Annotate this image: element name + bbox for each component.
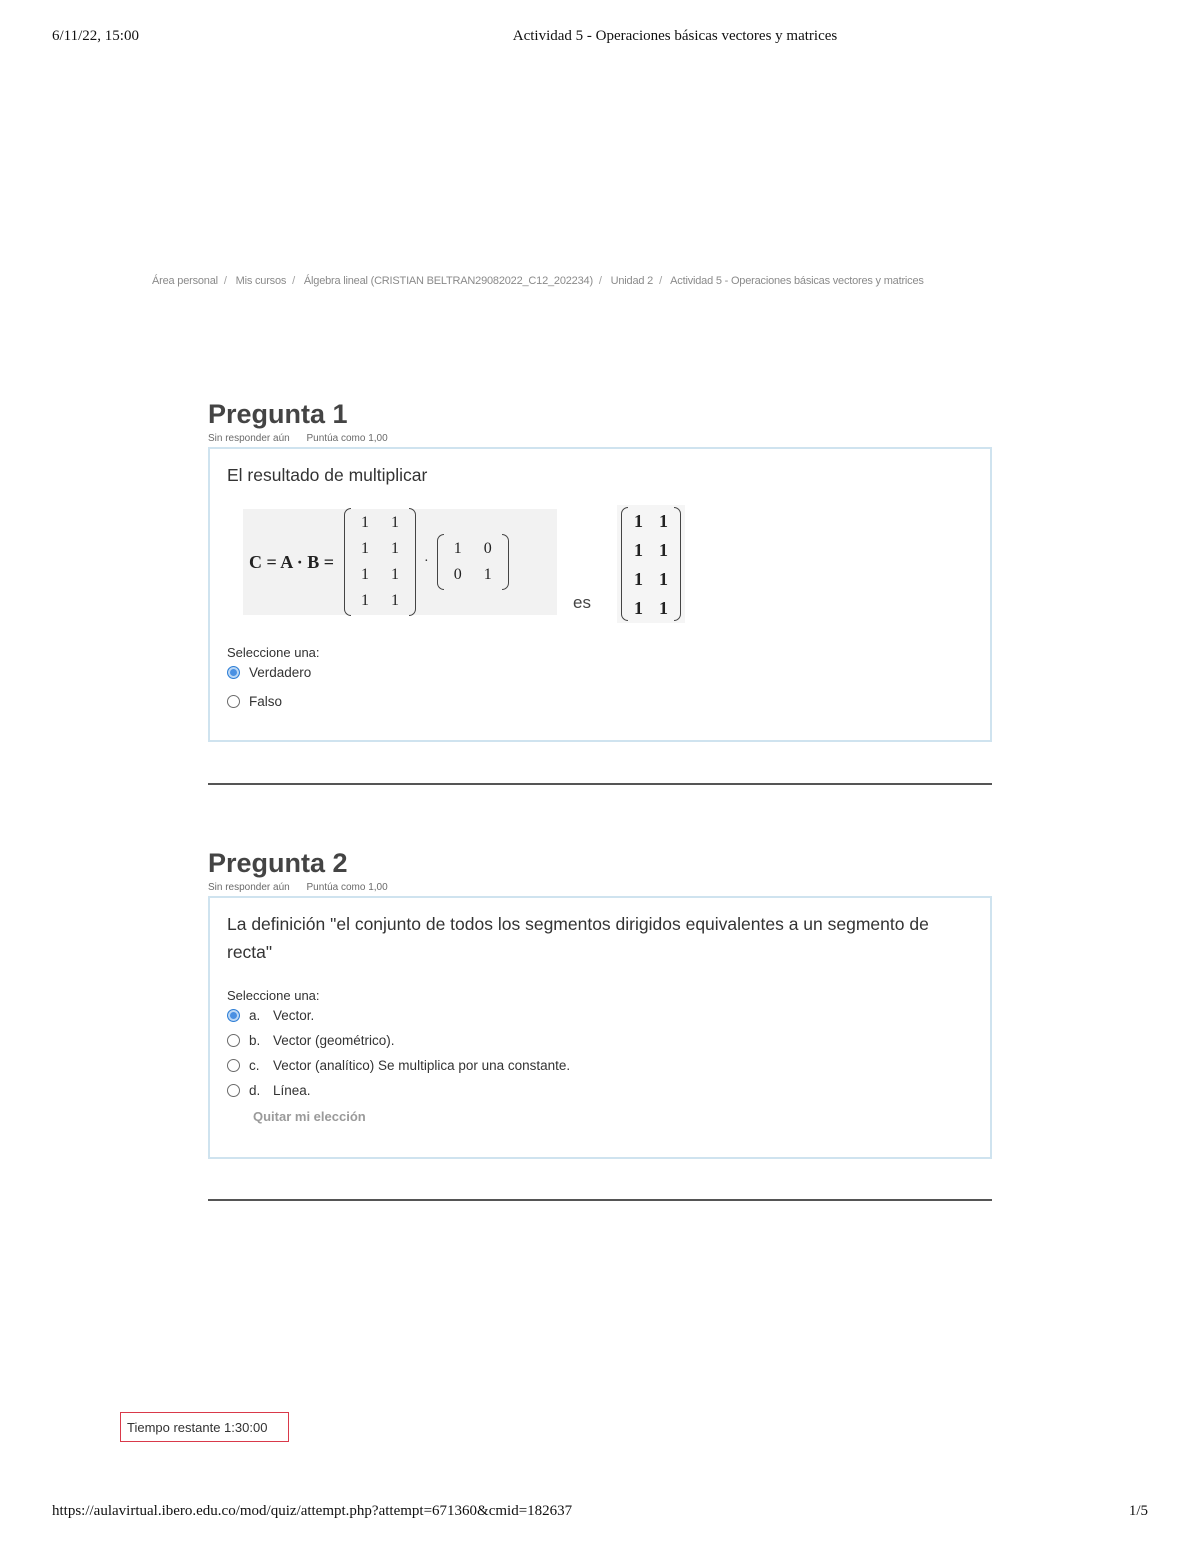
radio-unchecked-icon[interactable] [227,695,240,708]
matrix-cell: 1 [658,540,668,560]
matrix-cell: 1 [453,540,462,557]
print-header [0,28,1200,52]
radio-unchecked-icon[interactable] [227,1034,240,1047]
radio-unchecked-icon[interactable] [227,1059,240,1072]
matrix-cell: 1 [391,514,400,531]
matrix-cell: 1 [391,540,400,557]
time-remaining-timer [120,1412,289,1442]
result-matrix-grid [628,507,674,621]
option-letter: d. [249,1083,261,1098]
select-label: Seleccione una: [227,988,320,1003]
matrix-cell: 1 [633,511,643,531]
print-title: Actividad 5 - Operaciones básicas vectores y matrices [512,28,838,44]
matrix-cell: 1 [483,566,492,583]
option-d[interactable] [227,1078,973,1103]
option-true[interactable] [227,660,973,685]
question-status: Sin responder aún [208,882,290,893]
option-c[interactable] [227,1053,973,1078]
breadcrumb-item-course[interactable]: Álgebra lineal (CRISTIAN BELTRAN29082022_C12_202234) [303,275,593,287]
matrix-right-bracket [409,508,416,616]
question-score: Puntúa como 1,00 [306,882,388,893]
matrix-right-bracket [674,507,681,621]
breadcrumb-item-home[interactable]: Área personal [152,275,218,287]
matrix-cell: 0 [453,566,462,583]
matrix-b [437,534,509,590]
matrix-a [344,508,416,616]
matrix-cell: 1 [633,598,643,618]
result-matrix [617,505,685,623]
equation-image [243,509,557,615]
breadcrumb-item-activity[interactable]: Actividad 5 - Operaciones básicas vectores y matrices [670,275,924,287]
matrix-a-grid [351,508,409,616]
question-2 [208,847,992,1159]
question-info [208,433,992,447]
option-letter: b. [249,1033,261,1048]
question-text: El resultado de multiplicar [227,465,428,485]
matrix-left-bracket [344,508,351,616]
breadcrumb-separator: / [223,275,227,287]
question-text: La definición "el conjunto de todos los segmentos dirigidos equivalentes a un segmento de recta" [227,914,929,962]
option-letter: c. [249,1058,260,1073]
option-letter: a. [249,1008,261,1023]
multiply-operator: · [424,554,429,569]
breadcrumb [152,275,1052,287]
breadcrumb-separator: / [598,275,602,287]
question-divider [208,783,992,785]
option-b[interactable] [227,1028,973,1053]
math-expression [227,503,973,618]
print-url: https://aulavirtual.ibero.edu.co/mod/quiz/attempt.php?attempt=671360&cmid=182637 [52,1503,573,1519]
matrix-cell: 1 [361,540,370,557]
matrix-cell: 1 [361,514,370,531]
radio-unchecked-icon[interactable] [227,1084,240,1097]
matrix-cell: 1 [633,569,643,589]
matrix-left-bracket [621,507,628,621]
print-page-number: 1/5 [1128,1503,1148,1519]
breadcrumb-item-courses[interactable]: Mis cursos [235,275,287,287]
matrix-cell: 1 [391,592,400,609]
es-label: es [573,593,591,612]
select-label: Seleccione una: [227,645,320,660]
option-label[interactable]: Verdadero [249,665,312,680]
matrix-b-grid [444,534,502,590]
question-info [208,882,992,896]
matrix-cell: 1 [361,592,370,609]
breadcrumb-separator: / [292,275,296,287]
question-score: Puntúa como 1,00 [306,433,388,444]
question-status: Sin responder aún [208,433,290,444]
question-title: Pregunta 2 [208,848,348,878]
option-label[interactable]: Vector. [273,1008,315,1023]
timer-text: Tiempo restante 1:30:00 [127,1419,268,1435]
option-label[interactable]: Vector (analítico) Se multiplica por una constante. [273,1058,571,1073]
question-title: Pregunta 1 [208,399,348,429]
option-false[interactable] [227,689,973,714]
question-content-box [208,447,992,742]
question-divider [208,1199,992,1201]
matrix-left-bracket [437,534,444,590]
radio-checked-icon[interactable] [227,1009,240,1022]
breadcrumb-item-unit[interactable]: Unidad 2 [610,275,654,287]
matrix-cell: 1 [658,598,668,618]
option-label[interactable]: Falso [249,694,283,709]
matrix-cell: 1 [391,566,400,583]
matrix-cell: 1 [361,566,370,583]
clear-choice-link[interactable]: Quitar mi elección [253,1109,366,1124]
breadcrumb-separator: / [659,275,662,287]
print-datetime: 6/11/22, 15:00 [52,28,139,44]
matrix-cell: 1 [658,569,668,589]
matrix-right-bracket [502,534,509,590]
option-label[interactable]: Línea. [273,1083,311,1098]
print-footer [0,1503,1200,1527]
question-1 [208,398,992,742]
matrix-cell: 1 [658,511,668,531]
option-a[interactable] [227,1003,973,1028]
option-label[interactable]: Vector (geométrico). [273,1033,395,1048]
matrix-cell: 1 [633,540,643,560]
radio-checked-icon[interactable] [227,666,240,679]
matrix-cell: 0 [483,540,492,557]
equation-label: C = A · B = [249,551,335,572]
question-content-box [208,896,992,1159]
